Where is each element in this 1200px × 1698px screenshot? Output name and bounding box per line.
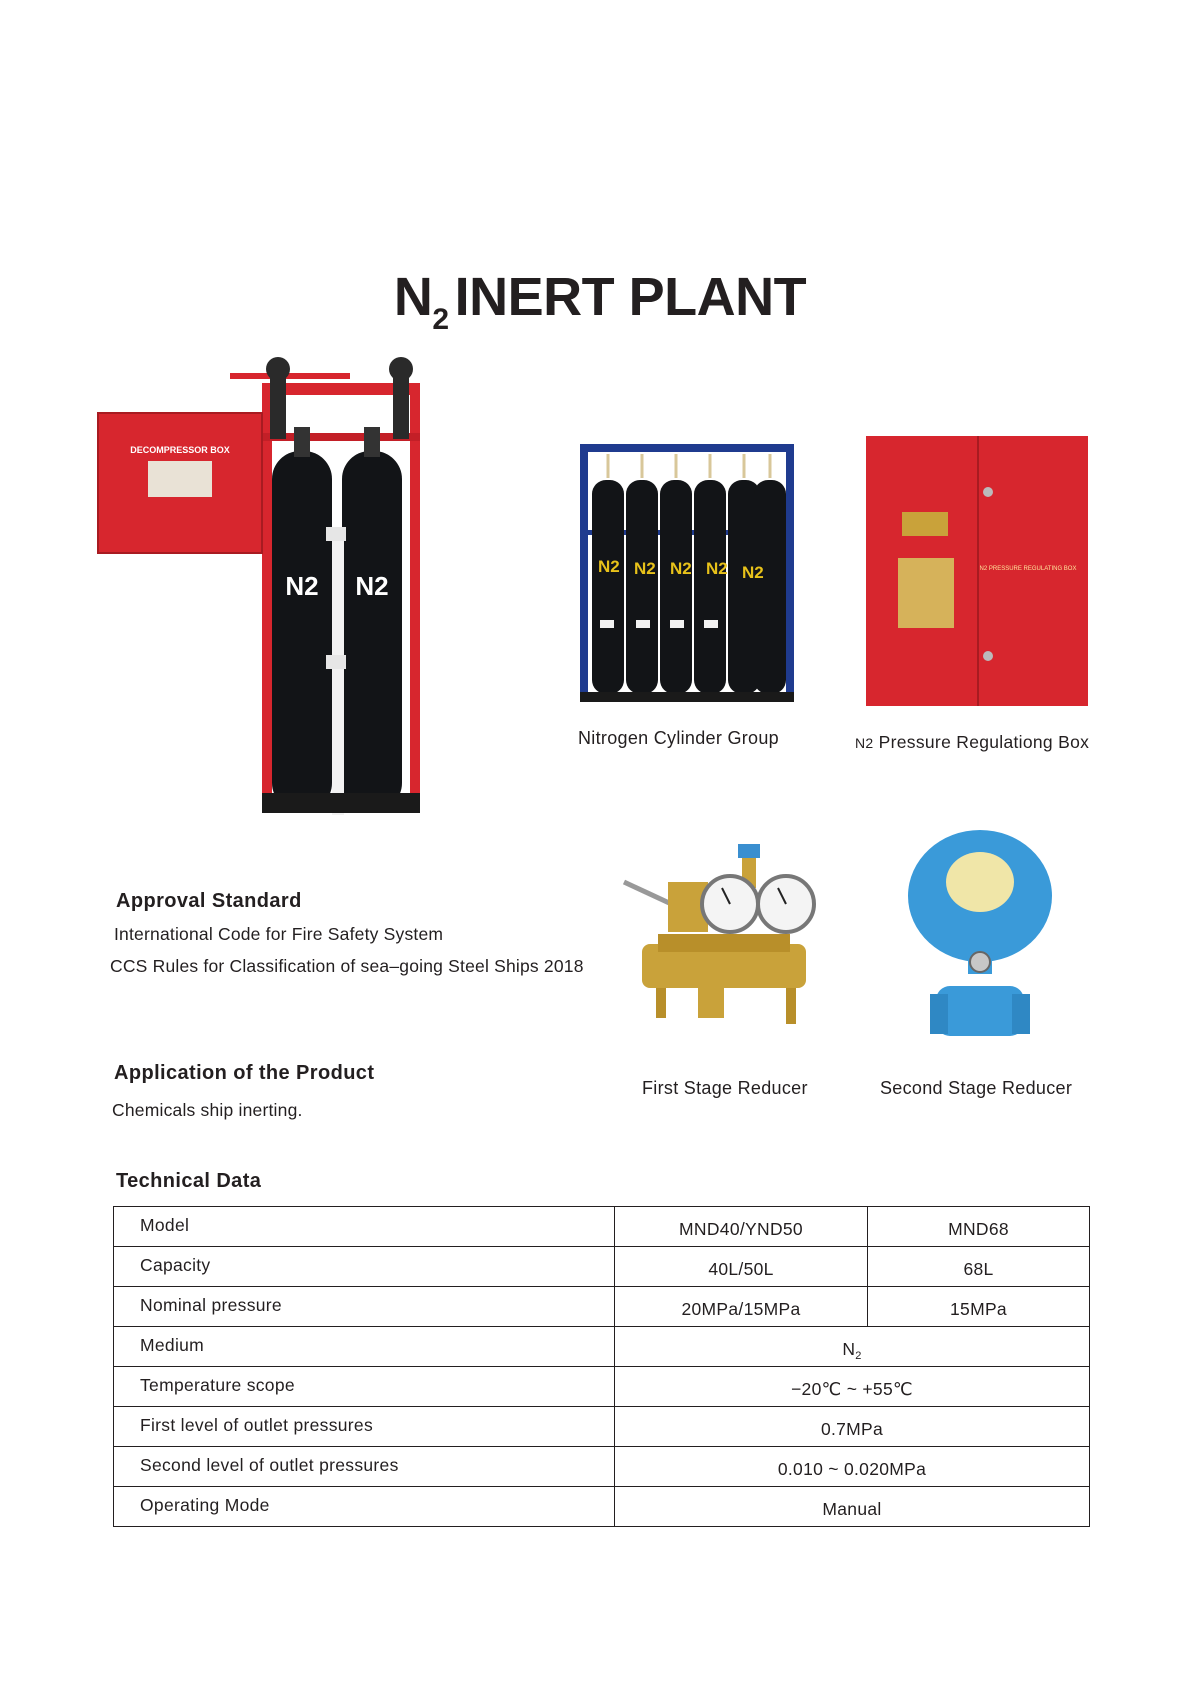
cylinder-label: N2 — [598, 557, 620, 576]
second-stage-reducer-caption: Second Stage Reducer — [880, 1078, 1073, 1098]
application-heading: Application of the Product — [114, 1062, 375, 1084]
table-row — [114, 1287, 1090, 1327]
first-stage-reducer-caption: First Stage Reducer — [642, 1078, 808, 1098]
cylinder-label: N2 — [706, 559, 728, 578]
cylinder-label: N2 — [355, 571, 389, 601]
row-label: Operating Mode — [114, 1487, 615, 1527]
table-cell: Manual — [615, 1487, 1090, 1527]
table-cell: 0.7MPa — [615, 1407, 1090, 1447]
medium-value: N — [842, 1339, 856, 1359]
table-row — [114, 1327, 1090, 1367]
table-cell: 40L/50L — [615, 1247, 868, 1287]
table-row — [114, 1367, 1090, 1407]
title-prefix: N — [393, 267, 433, 327]
table-cell: 68L — [868, 1247, 1090, 1287]
table-row — [114, 1407, 1090, 1447]
table-row — [114, 1487, 1090, 1527]
technical-data-table — [113, 1206, 1090, 1527]
table-cell: MND40/YND50 — [615, 1207, 868, 1247]
regulating-box-caption-prefix: N2 — [855, 735, 874, 751]
main-plant-image — [96, 355, 426, 850]
row-label: Second level of outlet pressures — [114, 1447, 615, 1487]
table-cell: −20℃ ~ +55℃ — [615, 1367, 1090, 1407]
table-cell: MND68 — [868, 1207, 1090, 1247]
regulating-box-image — [866, 436, 1088, 706]
cylinder-label: N2 — [285, 571, 319, 601]
table-row — [114, 1207, 1090, 1247]
row-label: Capacity — [114, 1247, 615, 1287]
cylinder-label: N2 — [670, 559, 692, 578]
cylinder-label: N2 — [634, 559, 656, 578]
row-label: Temperature scope — [114, 1367, 615, 1407]
decompressor-box-label: DECOMPRESSOR BOX — [130, 445, 230, 455]
page-title — [0, 266, 1200, 336]
row-label: Model — [114, 1207, 615, 1247]
cylinder-group-image — [578, 440, 798, 704]
application-text: Chemicals ship inerting. — [112, 1100, 303, 1120]
table-cell: 15MPa — [868, 1287, 1090, 1327]
table-row — [114, 1447, 1090, 1487]
approval-heading: Approval Standard — [116, 890, 302, 912]
regulating-box-label: N2 PRESSURE REGULATING BOX — [979, 566, 1077, 572]
regulating-box-caption — [855, 732, 1089, 753]
row-label: Medium — [114, 1327, 615, 1367]
table-cell: 20MPa/15MPa — [615, 1287, 868, 1327]
table-cell — [615, 1327, 1090, 1367]
row-label: First level of outlet pressures — [114, 1407, 615, 1447]
title-text: INERT PLANT — [454, 267, 807, 327]
title-subscript: 2 — [432, 303, 449, 336]
row-label: Nominal pressure — [114, 1287, 615, 1327]
medium-subscript: 2 — [855, 1350, 862, 1362]
regulating-box-caption-text: Pressure Regulationg Box — [878, 732, 1090, 752]
first-stage-reducer-image — [618, 842, 830, 1038]
technical-heading: Technical Data — [116, 1170, 262, 1192]
approval-line: International Code for Fire Safety System — [114, 924, 444, 944]
table-cell: 0.010 ~ 0.020MPa — [615, 1447, 1090, 1487]
approval-line: CCS Rules for Classification of sea–going Steel Ships 2018 — [110, 956, 584, 976]
table-row — [114, 1247, 1090, 1287]
second-stage-reducer-image — [900, 826, 1060, 1048]
cylinder-group-caption: Nitrogen Cylinder Group — [578, 728, 779, 748]
cylinder-label: N2 — [742, 563, 764, 582]
